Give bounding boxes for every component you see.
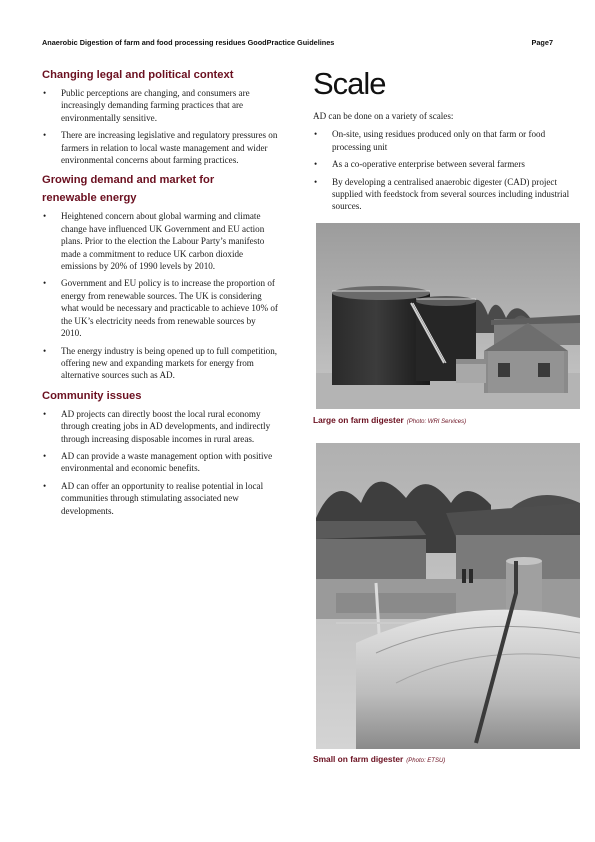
right-column [313, 64, 581, 764]
list-item: • Government and EU policy is to increase the proportion of energy from renewable sources. The UK is considering what would be necessary and practicable to achieve 10% of the UK’s electricity needs from renewable sources by 2010. [42, 277, 278, 339]
small-digester-caption [313, 754, 445, 764]
legal-bullets [42, 87, 278, 166]
large-digester-image [316, 223, 580, 409]
list-item: • The energy industry is being opened up to full competition, offering new and expanding markets for energy from alternative sources such as AD. [42, 345, 278, 382]
page-header [42, 38, 553, 47]
list-item: • AD can provide a waste management option with positive environmental and economic benefits. [42, 450, 278, 475]
page-number: Page7 [531, 38, 553, 47]
photo-credit: (Photo: WRI Services) [406, 419, 467, 425]
list-item: • Public perceptions are changing, and consumers are increasingly demanding farming practices that are environmentally sensitive. [42, 87, 278, 124]
small-digester-image [316, 443, 580, 749]
header-title: Anaerobic Digestion of farm and food processing residues GoodPractice Guidelines [42, 38, 335, 47]
small-digester-photo [316, 443, 580, 749]
community-bullets [42, 408, 278, 517]
caption-text: Large on farm digester [313, 415, 404, 425]
list-item: • AD can offer an opportunity to realise potential in local communities through stimulating associated new developments. [42, 480, 278, 517]
list-item: • AD projects can directly boost the local rural economy through creating jobs in AD developments, and indirectly through increasing disposable incomes in rural areas. [42, 408, 278, 445]
scale-intro: AD can be done on a variety of scales: [313, 111, 454, 121]
list-item: • On-site, using residues produced only on that farm or food processing unit [313, 128, 581, 153]
left-column [42, 66, 278, 522]
list-item: • By developing a centralised anaerobic digester (CAD) project supplied with feedstock from several sources including industrial sources. [313, 176, 581, 213]
section-heading-renewable: Growing demand and market for renewable energy [42, 174, 215, 205]
caption-text: Small on farm digester [313, 754, 404, 764]
section-heading-legal: Changing legal and political context [42, 69, 234, 81]
photo-credit: (Photo: ETSU) [406, 758, 446, 764]
list-item: • There are increasing legislative and regulatory pressures on farmers in relation to local waste management and wider environmental concerns about farming practices. [42, 129, 278, 166]
scale-bullets [313, 128, 581, 212]
scale-title: Scale [313, 66, 386, 101]
renewable-bullets [42, 210, 278, 381]
large-digester-caption [313, 415, 466, 425]
list-item: • As a co-operative enterprise between several farmers [313, 158, 581, 170]
list-item: • Heightened concern about global warming and climate change have influenced UK Government and EU action plans. Prior to the election the Labour Party’s manifesto made a commitment to reduce UK carbon dioxide emissions by 20% of 1990 levels by 2010. [42, 210, 278, 272]
section-heading-community: Community issues [42, 389, 142, 402]
large-digester-photo [316, 223, 580, 409]
